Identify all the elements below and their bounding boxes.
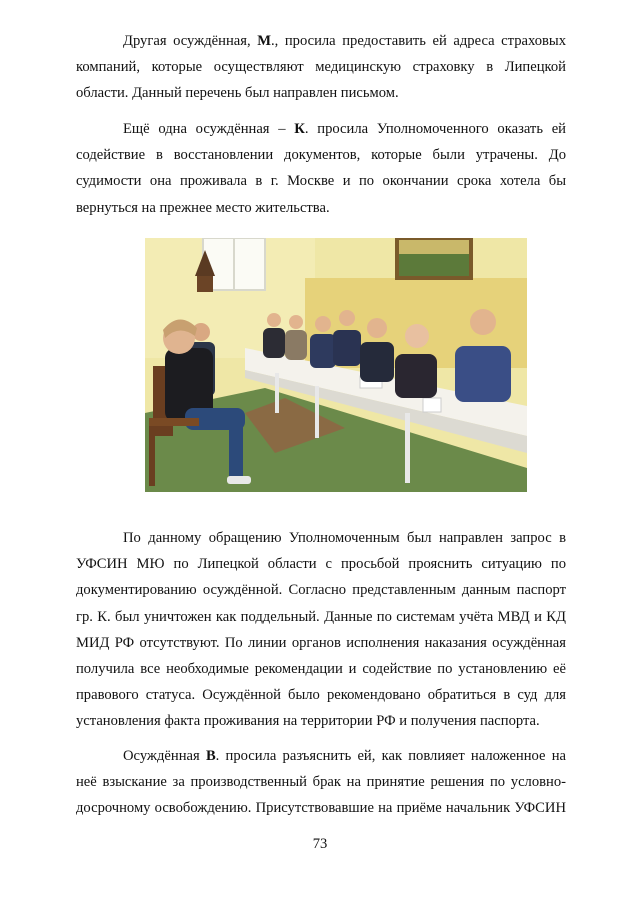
meeting-photo-illustration bbox=[145, 238, 527, 492]
paragraph-3-text: По данному обращению Уполномоченным был направлен запрос в УФСИН МЮ по Липецкой области с просьбой прояснить ситуацию по документированию осуждённой. Согласно представленным данным паспорт гр. К. был уничтожен как поддельный. Данные по системам учёта МВД и КД МИД РФ отсутствуют. По линии органов исполнения наказания осуждённая получила все необходимые рекомендации и содействие по установлению её правового статуса. Осуждённой было рекомендовано обратиться в суд для установления факта проживания на территории РФ и получения паспорта. bbox=[76, 530, 566, 730]
paragraph-4-text-end: . просила разъяснить ей, как повлияет наложенное на неё взыскание за производственный брак на принятие решения по условно-досрочному освобождению. Присутствовавшие на приёме начальник УФСИН bbox=[76, 748, 566, 817]
paragraph-1-text-end: ., просила предоставить ей адреса страховых компаний, которые осуществляют медицинскую страховку в Липецкой области. Данный перечень был направлен письмом. bbox=[76, 33, 566, 102]
page-number: 73 bbox=[312, 836, 328, 852]
paragraph-1 bbox=[76, 28, 566, 107]
paragraph-1-bold-initial: М bbox=[257, 33, 271, 49]
paragraph-2-text-start: Ещё одна осуждённая – bbox=[123, 121, 295, 137]
paragraph-1-text-start: Другая осуждённая, bbox=[123, 33, 258, 49]
paragraph-2-text-end: . просила Уполномоченного оказать ей содействие в восстановлении документов, которые были утрачены. До судимости она проживала в г. Москве и по окончании срока хотела бы вернуться на прежнее место жительства. bbox=[76, 121, 566, 216]
paragraph-4-text-start: Осуждённая bbox=[123, 748, 206, 764]
meeting-photo bbox=[145, 238, 527, 492]
paragraph-2-bold-initial: К bbox=[294, 121, 305, 137]
paragraph-4-bold-initial: В bbox=[205, 748, 216, 764]
paragraph-3 bbox=[76, 525, 566, 735]
paragraph-4 bbox=[76, 743, 566, 822]
paragraph-2 bbox=[76, 116, 566, 221]
